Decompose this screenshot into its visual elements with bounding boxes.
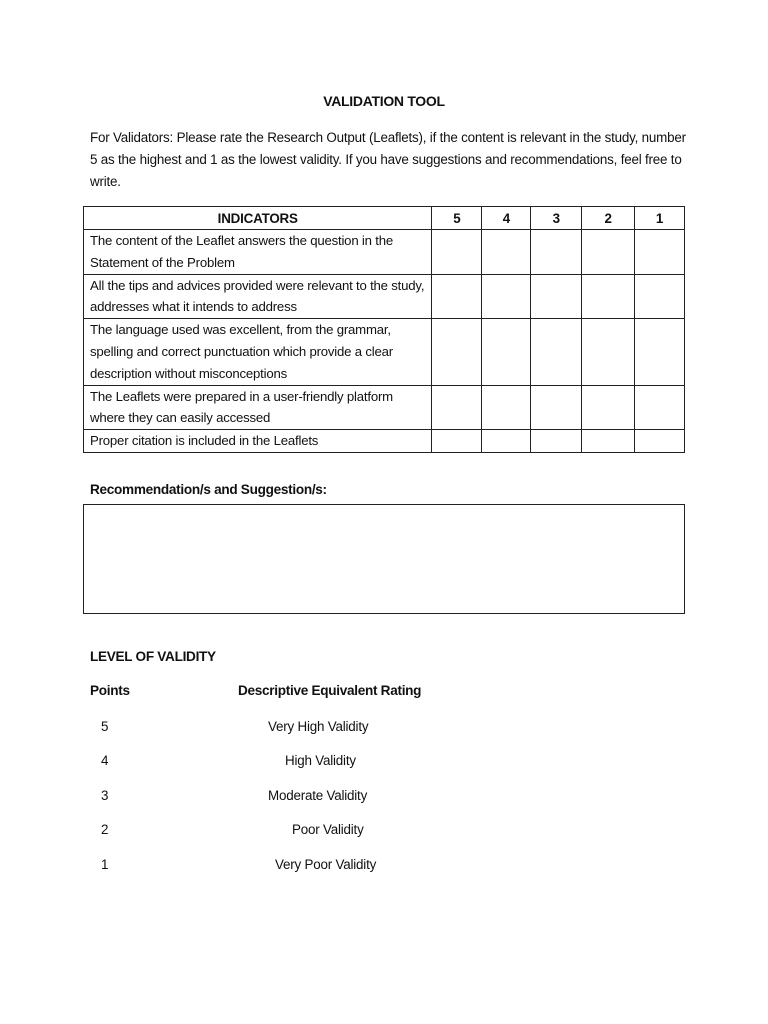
rating-cell-1[interactable] (635, 319, 685, 385)
validity-description: Poor Validity (292, 822, 364, 837)
rating-cell-3[interactable] (531, 430, 582, 453)
indicator-cell: The Leaflets were prepared in a user-friendly platform where they can easily accessed (84, 385, 432, 430)
rating-cell-3[interactable] (531, 230, 582, 275)
validity-point: 3 (101, 788, 109, 803)
table-row (84, 319, 685, 385)
rating-cell-5[interactable] (432, 274, 482, 319)
rating-cell-2[interactable] (582, 274, 635, 319)
rating-cell-5[interactable] (432, 430, 482, 453)
validity-point: 1 (101, 857, 109, 872)
rating-cell-4[interactable] (482, 430, 531, 453)
rating-cell-1[interactable] (635, 274, 685, 319)
indicator-cell: Proper citation is included in the Leaflets (84, 430, 432, 453)
rating-cell-1[interactable] (635, 230, 685, 275)
level-of-validity-heading: LEVEL OF VALIDITY (90, 649, 216, 664)
rating-cell-4[interactable] (482, 319, 531, 385)
rating-cell-2[interactable] (582, 319, 635, 385)
rating-cell-5[interactable] (432, 319, 482, 385)
recommendations-heading: Recommendation/s and Suggestion/s: (90, 482, 327, 497)
instructions-paragraph: For Validators: Please rate the Research Output (Leaflets), if the content is relevant in the study, number 5 as the highest and 1 as the lowest validity. If you have suggestions and recommendations, feel free to write. (90, 130, 686, 189)
validity-description: Moderate Validity (268, 788, 368, 803)
header-rating-4: 4 (482, 207, 531, 230)
header-indicators: INDICATORS (84, 207, 432, 230)
indicator-cell: The language used was excellent, from the grammar, spelling and correct punctuation which provide a clear description without misconceptions (84, 319, 432, 385)
validity-description: Very Poor Validity (275, 857, 377, 872)
descriptive-rating-column-heading: Descriptive Equivalent Rating (238, 683, 422, 698)
header-rating-1: 1 (635, 207, 685, 230)
points-column-heading: Points (90, 683, 130, 698)
table-row (84, 274, 685, 319)
header-rating-5: 5 (432, 207, 482, 230)
validity-point: 4 (101, 753, 109, 768)
table-header-row (84, 207, 685, 230)
validity-description: High Validity (285, 753, 356, 768)
validity-description: Very High Validity (268, 719, 369, 734)
rating-cell-5[interactable] (432, 230, 482, 275)
rating-cell-4[interactable] (482, 385, 531, 430)
rating-cell-1[interactable] (635, 430, 685, 453)
rating-cell-2[interactable] (582, 385, 635, 430)
table-row (84, 430, 685, 453)
rating-cell-3[interactable] (531, 385, 582, 430)
validity-point: 5 (101, 719, 109, 734)
rating-cell-3[interactable] (531, 274, 582, 319)
table-row (84, 230, 685, 275)
rating-cell-5[interactable] (432, 385, 482, 430)
header-rating-3: 3 (531, 207, 582, 230)
rating-cell-3[interactable] (531, 319, 582, 385)
rating-cell-4[interactable] (482, 230, 531, 275)
recommendations-box[interactable] (83, 504, 685, 614)
page-title: VALIDATION TOOL (323, 93, 445, 109)
validity-point: 2 (101, 822, 109, 837)
rating-cell-2[interactable] (582, 430, 635, 453)
rating-cell-4[interactable] (482, 274, 531, 319)
indicator-cell: All the tips and advices provided were relevant to the study, addresses what it intends to address (84, 274, 432, 319)
rating-table (83, 206, 685, 453)
rating-cell-1[interactable] (635, 385, 685, 430)
header-rating-2: 2 (582, 207, 635, 230)
rating-cell-2[interactable] (582, 230, 635, 275)
indicator-cell: The content of the Leaflet answers the question in the Statement of the Problem (84, 230, 432, 275)
table-row (84, 385, 685, 430)
